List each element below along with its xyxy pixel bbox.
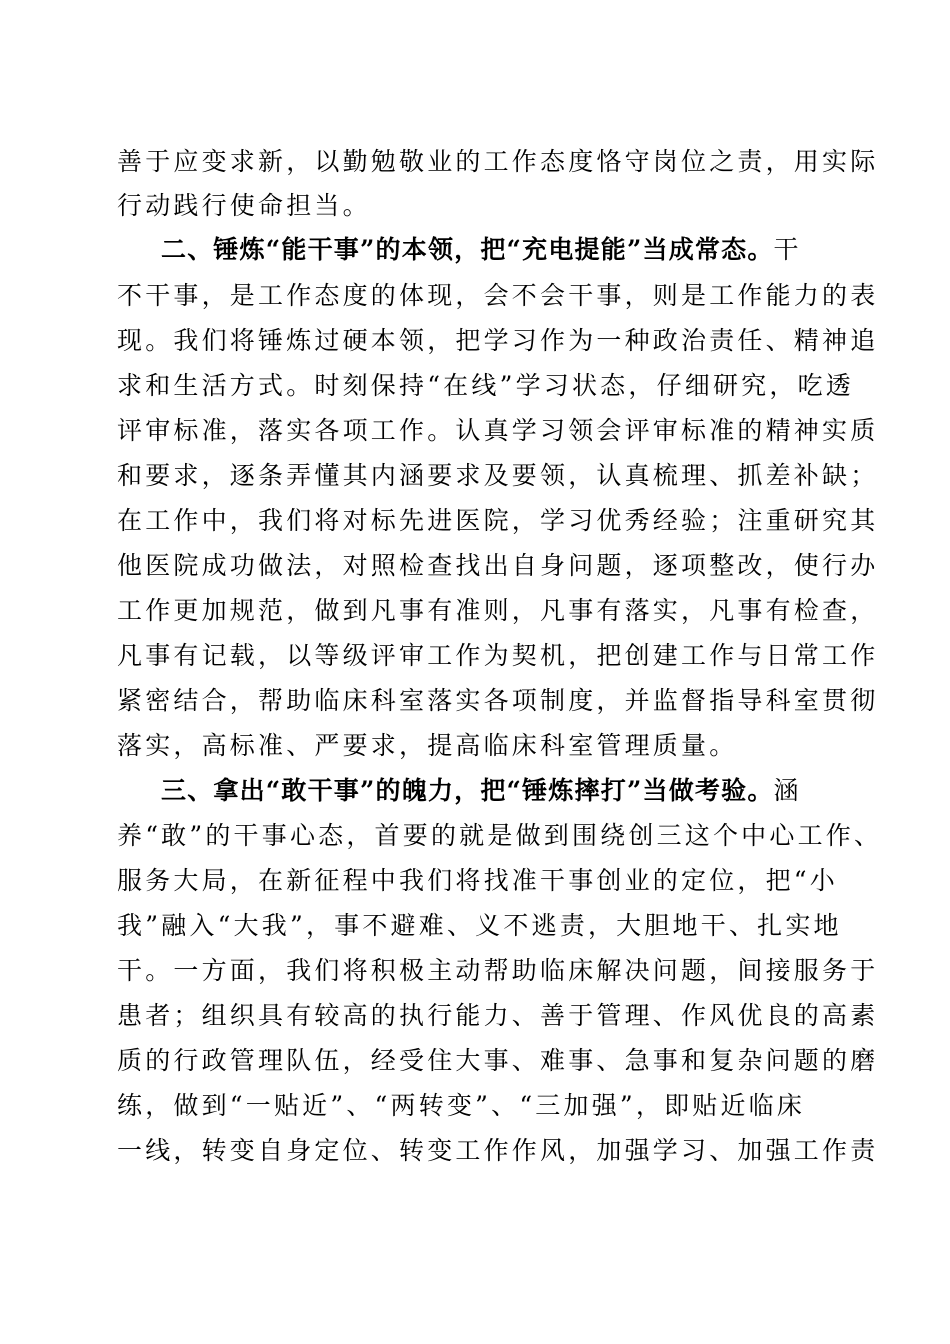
section-2-heading: 二、锤炼“能干事”的本领，把“充电提能”当成常态。 xyxy=(161,235,774,264)
body-line: 善于应变求新，以勤勉敬业的工作态度恪守岗位之责，用实际 xyxy=(117,147,879,176)
body-line: 评审标准，落实各项工作。认真学习领会评审标准的精神实质 xyxy=(117,416,879,445)
body-line: 患者；组织具有较高的执行能力、善于管理、作风优良的高素 xyxy=(117,1001,879,1030)
body-line: 质的行政管理队伍，经受住大事、难事、急事和复杂问题的磨 xyxy=(117,1046,879,1075)
body-line: 一线，转变自身定位、转变工作作风，加强学习、加强工作责 xyxy=(117,1136,879,1165)
section-3-line xyxy=(161,775,802,807)
body-line: 养“敢”的干事心态，首要的就是做到围绕创三这个中心工作、 xyxy=(117,821,883,850)
body-line: 落实，高标准、严要求，提高临床科室管理质量。 xyxy=(117,731,738,760)
body-line: 练，做到“一贴近”、“两转变”、“三加强”，即贴近临床 xyxy=(117,1091,806,1120)
body-line: 在工作中，我们将对标先进医院，学习优秀经验；注重研究其 xyxy=(117,506,879,535)
section-3-heading: 三、拿出“敢干事”的魄力，把“锤炼摔打”当做考验。 xyxy=(161,776,774,805)
body-line: 服务大局，在新征程中我们将找准干事创业的定位，把“小 xyxy=(117,866,838,895)
body-line: 现。我们将锤炼过硬本领，把学习作为一种政治责任、精神追 xyxy=(117,326,879,355)
body-line: 不干事，是工作态度的体现，会不会干事，则是工作能力的表 xyxy=(117,281,879,310)
body-line: 和要求，逐条弄懂其内涵要求及要领，认真梳理、抓差补缺； xyxy=(117,461,879,490)
body-line: 求和生活方式。时刻保持“在线”学习状态，仔细研究，吃透 xyxy=(117,371,854,400)
body-line: 紧密结合，帮助临床科室落实各项制度，并监督指导科室贯彻 xyxy=(117,686,879,715)
section-2-line xyxy=(161,234,802,266)
body-line: 凡事有记载，以等级评审工作为契机，把创建工作与日常工作 xyxy=(117,641,879,670)
body-line: 他医院成功做法，对照检查找出自身问题，逐项整改，使行办 xyxy=(117,551,879,580)
body-line: 行动践行使命担当。 xyxy=(117,191,371,220)
body-line: 干。一方面，我们将积极主动帮助临床解决问题，间接服务于 xyxy=(117,956,879,985)
body-line: 工作更加规范，做到凡事有准则，凡事有落实，凡事有检查， xyxy=(117,596,879,625)
body-line: 我”融入“大我”，事不避难、义不逃责，大胆地干、扎实地 xyxy=(117,911,842,940)
section-3-lead-text: 涵 xyxy=(773,776,802,805)
section-2-lead-text: 干 xyxy=(773,235,802,264)
